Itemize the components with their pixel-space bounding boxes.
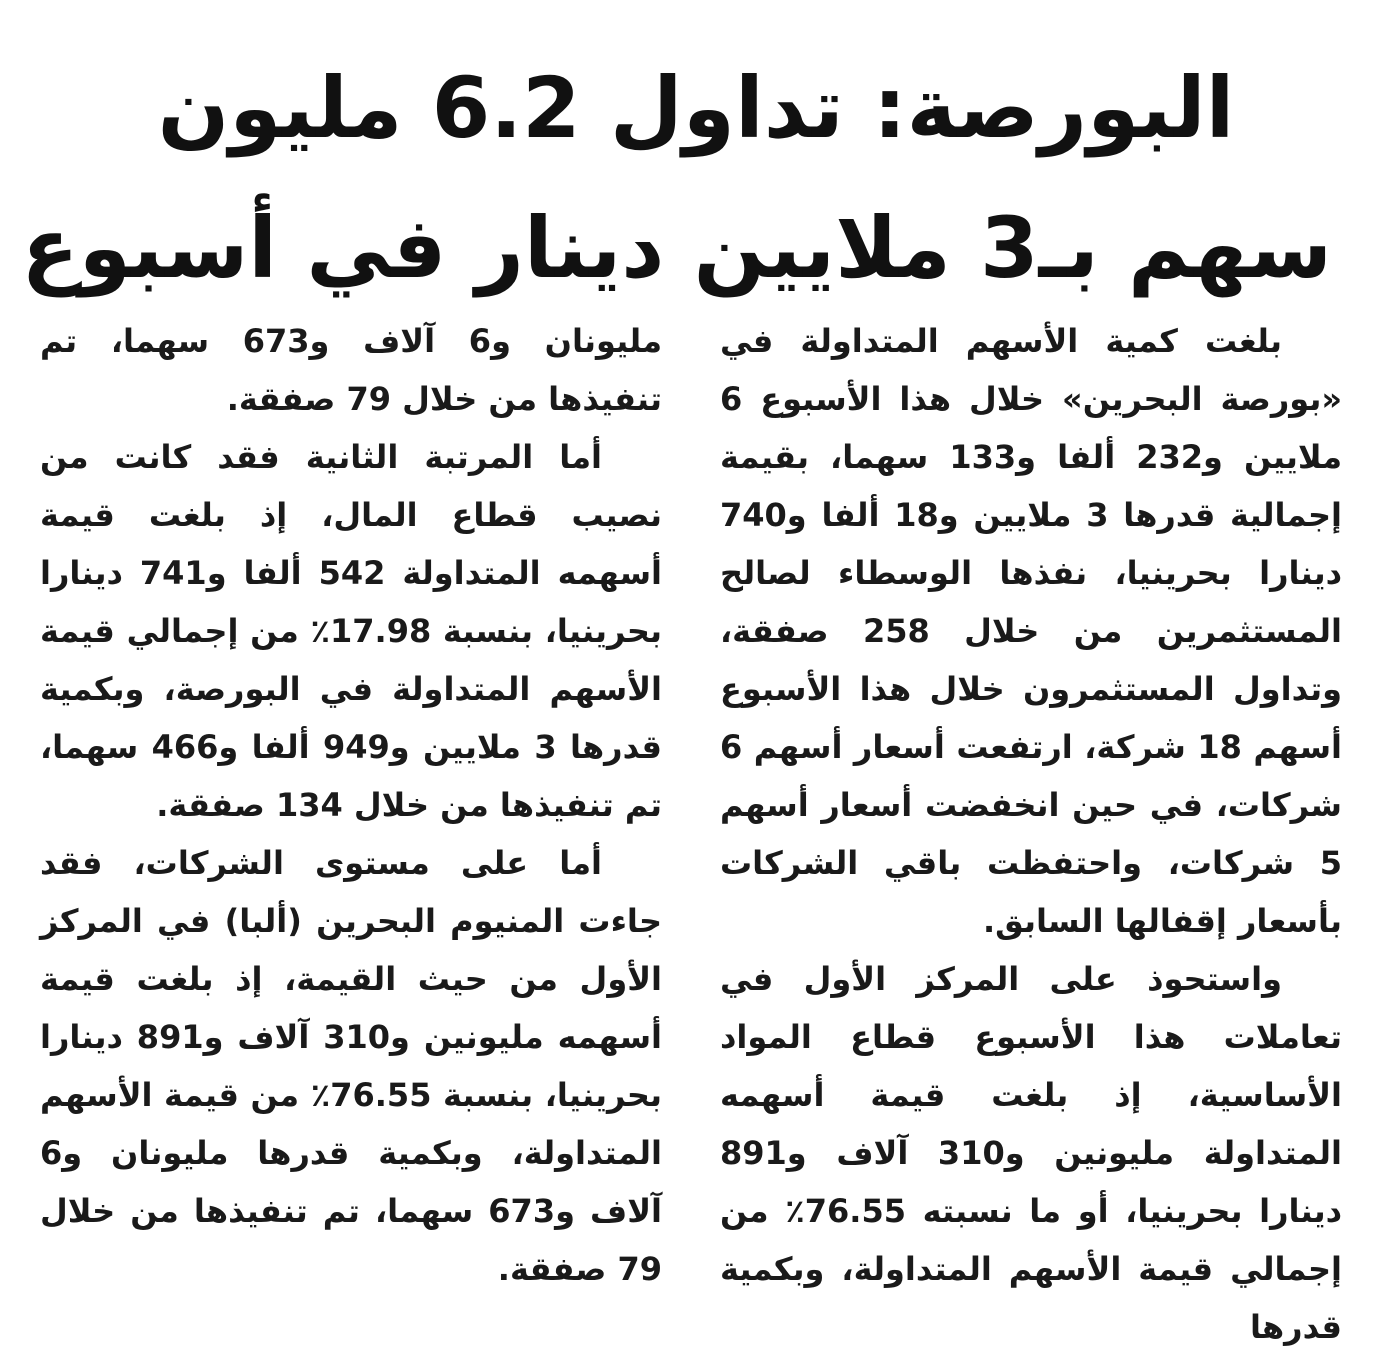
article-body	[40, 312, 1352, 1346]
paragraph: واستحوذ على المركز الأول في تعاملات هذا الأسبوع قطاع المواد الأساسية، إذ بلغت قيمة أسهمه المتداولة مليونين و310 آلاف و891 دينارا بحرينيا، أو ما نسبته 76.55٪ من إجمالي قيمة الأسهم المتداولة، وبكمية قدرها	[720, 960, 1343, 1346]
left-column	[40, 312, 662, 1298]
headline-line-2: سهم بـ3 ملايين دينار في أسبوع	[21, 199, 1332, 297]
article-headline	[21, 38, 1332, 318]
paragraph: أما على مستوى الشركات، فقد جاءت المنيوم البحرين (ألبا) في المركز الأول من حيث القيمة، إذ بلغت قيمة أسهمه مليونين و310 آلاف و891 دينارا بحرينيا، بنسبة 76.55٪ من قيمة الأسهم المتداولة، وبكمية قدرها مليونان و6 آلاف و673 سهما، تم تنفيذها من خلال 79 صفقة.	[40, 844, 663, 1288]
right-column	[720, 312, 1342, 1356]
paragraph-continuation: مليونان و6 آلاف و673 سهما، تم تنفيذها من خلال 79 صفقة.	[40, 322, 662, 418]
headline-line-1: البورصة: تداول 6.2 مليون	[157, 59, 1235, 157]
paragraph: أما المرتبة الثانية فقد كانت من نصيب قطاع المال، إذ بلغت قيمة أسهمه المتداولة 542 ألفا و741 دينارا بحرينيا، بنسبة 17.98٪ من إجمالي قيمة الأسهم المتداولة في البورصة، وبكمية قدرها 3 ملايين و949 ألفا و466 سهما، تم تنفيذها من خلال 134 صفقة.	[40, 438, 663, 824]
paragraph: بلغت كمية الأسهم المتداولة في «بورصة البحرين» خلال هذا الأسبوع 6 ملايين و232 ألفا و133 سهما، بقيمة إجمالية قدرها 3 ملايين و18 ألفا و740 دينارا بحرينيا، نفذها الوسطاء لصالح المستثمرين من خلال 258 صفقة، وتداول المستثمرون خلال هذا الأسبوع أسهم 18 شركة، ارتفعت أسعار أسهم 6 شركات، في حين انخفضت أسعار أسهم 5 شركات، واحتفظت باقي الشركات بأسعار إقفالها السابق.	[720, 322, 1343, 940]
